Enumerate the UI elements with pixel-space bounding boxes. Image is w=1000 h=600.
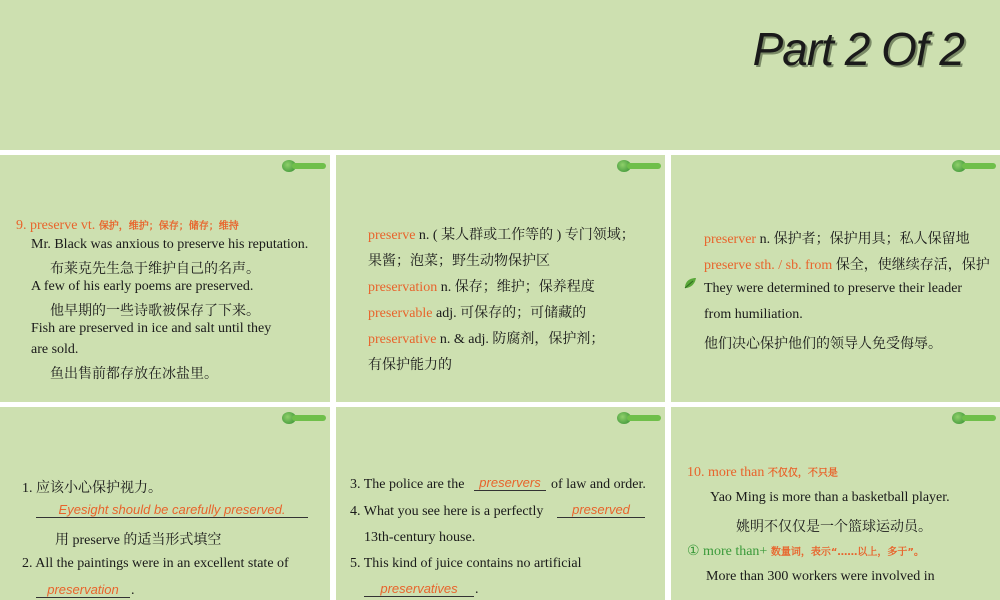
logo-icon [282, 159, 326, 173]
word-form-entry [704, 228, 970, 248]
word-form-meaning: adj. 可保存的；可储藏的 [436, 306, 587, 321]
phrase-entry [704, 254, 990, 274]
entry-word: 10. more than [687, 465, 765, 480]
logo-icon [617, 159, 661, 173]
example-translation: 鱼出售前都存放在冰盐里。 [50, 367, 218, 382]
logo-icon [952, 411, 996, 425]
logo-icon [282, 411, 326, 425]
word-form-entry [368, 224, 635, 244]
sentence-period: . [131, 583, 135, 598]
example-translation: 布莱克先生急于维护自己的名声。 [50, 262, 260, 277]
panel-exercise-1-2 [0, 407, 330, 600]
leaf-bullet-icon [683, 276, 697, 290]
exercise-question: 1. 应该小心保护视力。 [22, 481, 162, 496]
exercise-answer: preservation [36, 582, 130, 598]
entry-meaning: 保护，维护；保存；储存；维持 [98, 221, 239, 232]
example-sentence: Mr. Black was anxious to preserve his reputation. [31, 237, 309, 252]
example-sentence: More than 300 workers were involved in [706, 569, 935, 584]
usage-meaning: 数量词，表示“……以上，多于”。 [770, 547, 924, 558]
word-form-meaning: n. ( 某人群或工作等的 ) 专门领域； [418, 228, 635, 243]
example-sentence-cont: are sold. [31, 342, 79, 357]
word-form: preservative [368, 332, 437, 347]
exercise-question-cont: 13th-century house. [364, 530, 476, 545]
slide-header [0, 0, 1000, 150]
exercise-answer: preservatives [364, 581, 474, 597]
word-form-meaning: n. 保存；维护；保养程度 [440, 280, 595, 295]
sentence-period: . [475, 582, 479, 597]
example-sentence: They were determined to preserve their leader [704, 281, 963, 296]
entry-meaning: 不仅仅，不只是 [767, 468, 838, 479]
word-form: preservation [368, 280, 438, 295]
exercise-question: 5. This kind of juice contains no artificial [350, 556, 582, 571]
panel-more-word-forms [671, 155, 1000, 402]
exercise-question: 4. What you see here is a perfectly [350, 504, 544, 519]
panel-exercise-3-5 [336, 407, 665, 600]
entry-heading [687, 464, 838, 481]
exercise-answer: preserved [557, 502, 645, 518]
exercise-answer: Eyesight should be carefully preserved. [36, 502, 308, 518]
example-sentence: Yao Ming is more than a basketball player. [710, 490, 950, 505]
word-form-entry [368, 302, 586, 322]
exercise-question: 3. The police are the [350, 477, 465, 492]
word-form-meaning-cont: 果酱；泡菜；野生动物保护区 [368, 254, 550, 269]
exercise-question: 2. All the paintings were in an excellent state of [22, 556, 289, 571]
entry-heading [16, 217, 239, 234]
example-sentence: Fish are preserved in ice and salt until they [31, 321, 272, 336]
example-sentence: A few of his early poems are preserved. [31, 279, 254, 294]
example-translation: 他早期的一些诗歌被保存了下来。 [50, 304, 260, 319]
phrase: preserve sth. / sb. from [704, 258, 833, 273]
panel-preserve-definition [0, 155, 330, 402]
example-sentence-cont: from humiliation. [704, 307, 803, 322]
entry-word: 9. preserve vt. [16, 218, 96, 233]
exercise-answer: preservers [474, 475, 546, 491]
word-form-meaning-cont: 有保护能力的 [368, 358, 452, 373]
example-translation: 他们决心保护他们的领导人免受侮辱。 [704, 337, 942, 352]
exercise-question-cont: of law and order. [551, 477, 646, 492]
word-form-entry [368, 328, 604, 348]
exercise-instruction: 用 preserve 的适当形式填空 [55, 533, 222, 548]
panel-word-forms [336, 155, 665, 402]
usage-number: ① more than+ [687, 544, 768, 559]
logo-icon [617, 411, 661, 425]
slide-title: Part 2 Of 2 [752, 23, 964, 75]
word-form-meaning: n. & adj. 防腐剂，保护剂； [439, 332, 605, 347]
usage-note [687, 543, 924, 560]
logo-icon [952, 159, 996, 173]
word-form-meaning: n. 保护者；保护用具；私人保留地 [759, 232, 970, 247]
example-translation: 姚明不仅仅是一个篮球运动员。 [736, 520, 932, 535]
word-form-entry [368, 276, 595, 296]
word-form: preservable [368, 306, 433, 321]
phrase-meaning: 保全，使继续存活，保护 [835, 258, 990, 273]
word-form: preserve [368, 228, 416, 243]
word-form: preserver [704, 232, 757, 247]
panel-more-than [671, 407, 1000, 600]
